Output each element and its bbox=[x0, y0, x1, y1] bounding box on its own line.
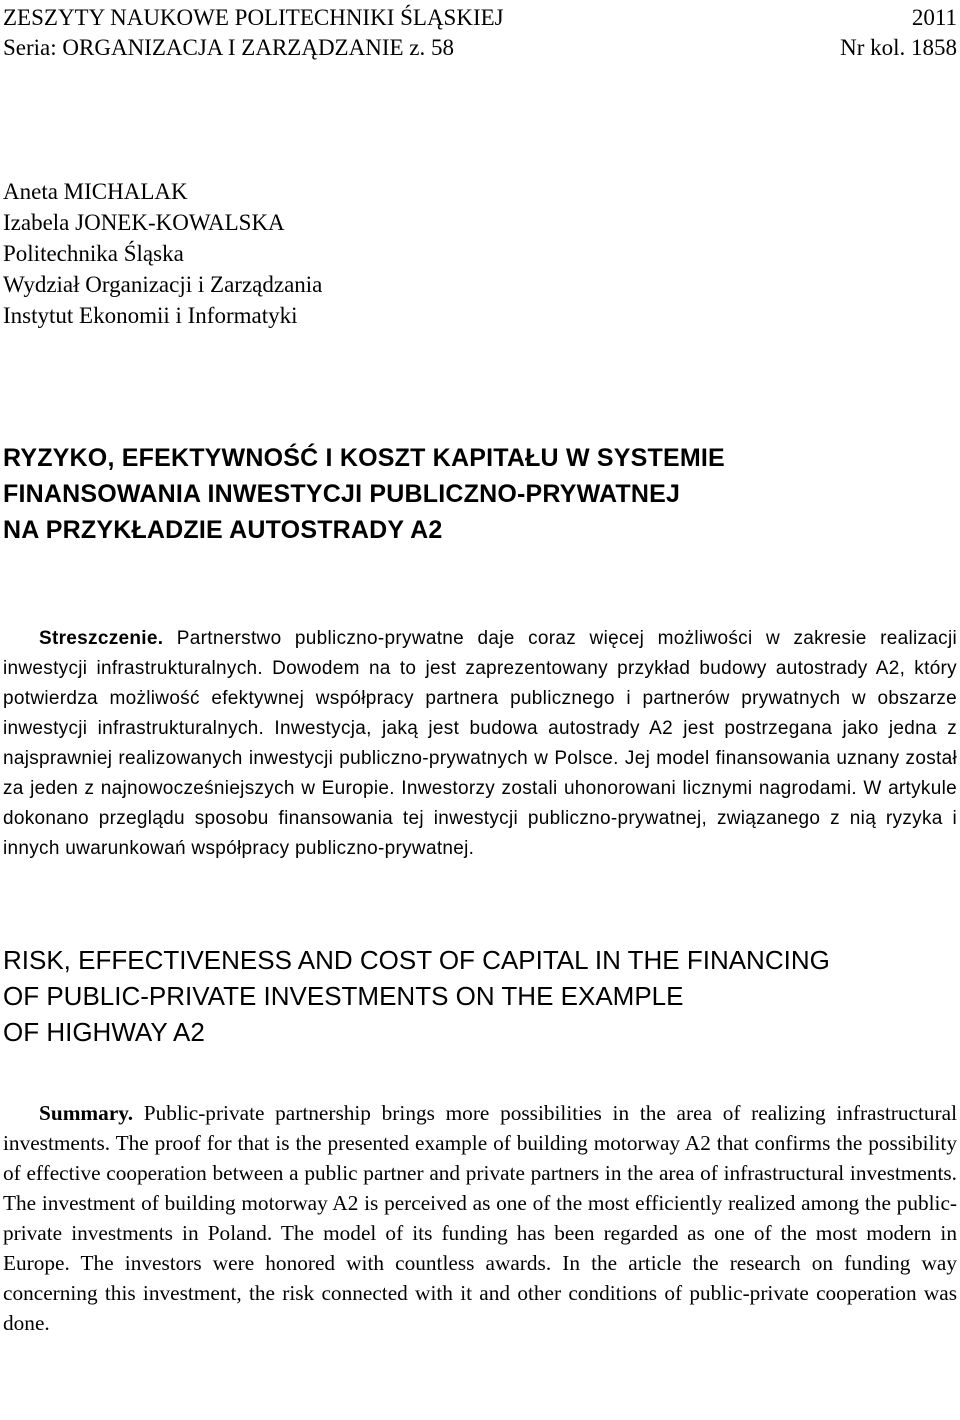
polish-title-line: RYZYKO, EFEKTYWNOŚĆ I KOSZT KAPITAŁU W SYSTEMIE bbox=[3, 444, 725, 472]
english-title bbox=[3, 942, 957, 1050]
document-page bbox=[3, 0, 957, 1359]
journal-year: 2011 bbox=[911, 5, 957, 30]
polish-title-line: NA PRZYKŁADZIE AUTOSTRADY A2 bbox=[3, 516, 443, 544]
english-title-line: OF HIGHWAY A2 bbox=[3, 1017, 205, 1047]
series-name: Seria: ORGANIZACJA I ZARZĄDZANIE z. 58 bbox=[3, 35, 454, 60]
english-abstract bbox=[3, 1098, 957, 1338]
polish-abstract-text: Partnerstwo publiczno-prywatne daje coraz więcej możliwości w zakresie realizacji inwestycji infrastrukturalnych. Dowodem na to jest zaprezentowany przykład budowy autostrady A2, który potwierdza możliwość efektywnej współpracy partnera publicznego i partnerów prywatnych w obszarze inwestycji infrastrukturalnych. Inwestycja, jaką jest budowa autostrady A2 jest postrzegana jako jedna z najsprawniej realizowanych inwestycji publiczno-prywatnych w Polsce. Jej model finansowania uznany został za jeden z najnowocześniejszych w Europie. Inwestorzy zostali uhonorowani licznymi nagrodami. W artykule dokonano przeglądu sposobu finansowania tej inwestycji publiczno-prywatnej, związanego z nią ryzyka i innych uwarunkowań współpracy publiczno-prywatnej. bbox=[3, 628, 957, 859]
issue-number: Nr kol. 1858 bbox=[840, 35, 957, 60]
polish-abstract-label: Streszczenie. bbox=[39, 628, 164, 649]
english-title-line: OF PUBLIC-PRIVATE INVESTMENTS ON THE EXAMPLE bbox=[3, 981, 684, 1011]
journal-name: ZESZYTY NAUKOWE POLITECHNIKI ŚLĄSKIEJ bbox=[3, 5, 504, 30]
affiliation-institute: Instytut Ekonomii i Informatyki bbox=[3, 303, 298, 328]
series-header-line bbox=[3, 33, 957, 63]
english-abstract-text: Public-private partnership brings more possibilities in the area of realizing infrastructural investments. The proof for that is the presented example of building motorway A2 that confirms the possibility of effective cooperation between a public partner and private partners in the area of infrastructural investments. The investment of building motorway A2 is perceived as one of the most efficiently realized among the public-private investments in Poland. The model of its funding has been regarded as one of the most modern in Europe. The investors were honored with countless awards. In the article the research on funding way concerning this investment, the risk connected with it and other conditions of public-private cooperation was done. bbox=[3, 1101, 957, 1335]
journal-header-line bbox=[3, 3, 957, 33]
author-name: Aneta MICHALAK bbox=[3, 179, 188, 204]
polish-title bbox=[3, 440, 957, 548]
affiliation-faculty: Wydział Organizacji i Zarządzania bbox=[3, 272, 323, 297]
author-block bbox=[3, 176, 957, 331]
polish-title-line: FINANSOWANIA INWESTYCJI PUBLICZNO-PRYWATNEJ bbox=[3, 480, 681, 508]
author-name: Izabela JONEK-KOWALSKA bbox=[3, 210, 285, 235]
english-title-line: RISK, EFFECTIVENESS AND COST OF CAPITAL IN THE FINANCING bbox=[3, 945, 830, 975]
english-abstract-label: Summary. bbox=[39, 1101, 134, 1125]
affiliation-university: Politechnika Śląska bbox=[3, 241, 184, 266]
polish-abstract bbox=[3, 624, 957, 864]
